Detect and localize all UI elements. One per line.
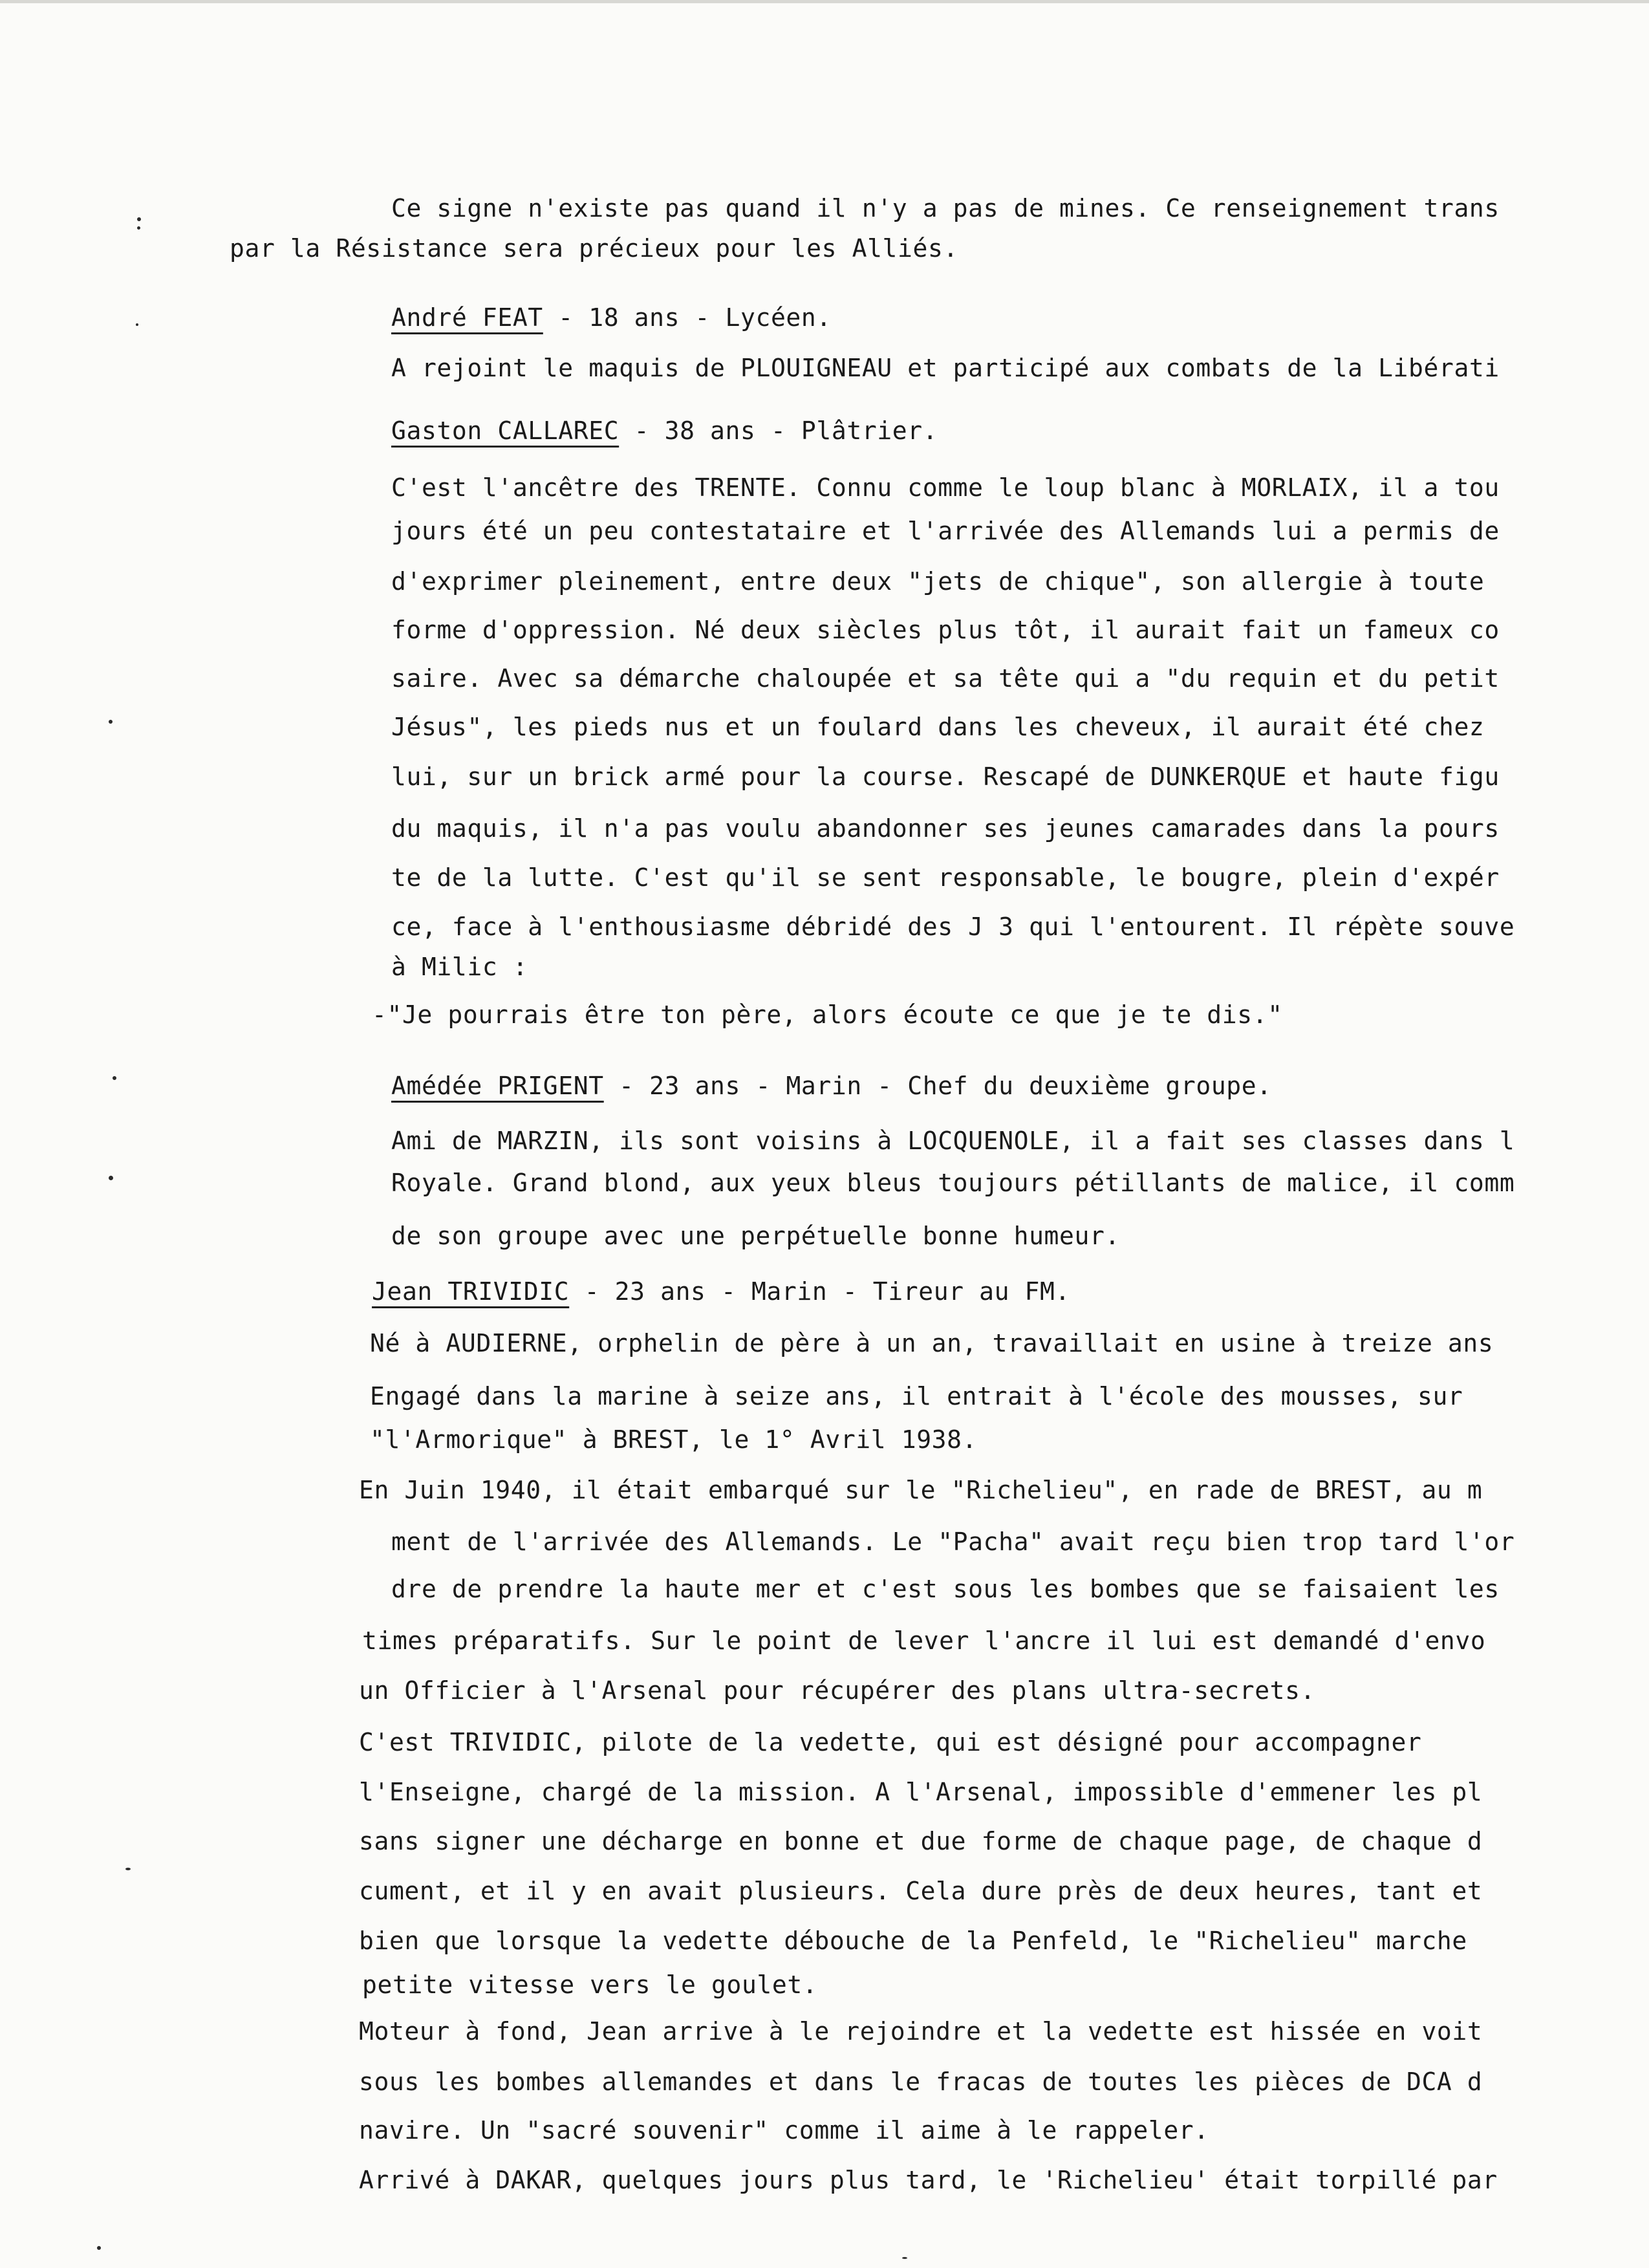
margin-speck — [136, 323, 138, 326]
person-details: - 23 ans - Marin - Chef du deuxième groupe. — [603, 1072, 1272, 1100]
text-line: Arrivé à DAKAR, quelques jours plus tard, le 'Richelieu' était torpillé par — [359, 2166, 1498, 2194]
text-line: petite vitesse vers le goulet. — [362, 1971, 818, 1999]
person-heading — [391, 1074, 1272, 1098]
margin-speck — [137, 217, 141, 221]
text-line: ce, face à l'enthousiasme débridé des J 3 qui l'entourent. Il répète souve — [391, 913, 1515, 941]
text-line: C'est TRIVIDIC, pilote de la vedette, qui est désigné pour accompagner — [359, 1728, 1422, 1756]
text-line: Moteur à fond, Jean arrive à le rejoindre et la vedette est hissée en voit — [359, 2017, 1483, 2046]
margin-speck — [109, 1176, 113, 1180]
margin-speck — [109, 720, 113, 724]
text-line: jours été un peu contestataire et l'arrivée des Allemands lui a permis de — [391, 517, 1500, 545]
person-name: Gaston CALLAREC — [391, 416, 620, 445]
text-line: Engagé dans la marine à seize ans, il entrait à l'école des mousses, sur — [370, 1382, 1463, 1410]
text-line: sans signer une décharge en bonne et due forme de chaque page, de chaque d — [359, 1827, 1483, 1855]
person-name: Jean TRIVIDIC — [372, 1277, 570, 1306]
person-name: Amédée PRIGENT — [391, 1072, 604, 1100]
margin-speck — [113, 1076, 116, 1080]
text-line: -"Je pourrais être ton père, alors écoute ce que je te dis." — [372, 1000, 1283, 1029]
page-top-edge — [0, 0, 1649, 3]
text-line: forme d'oppression. Né deux siècles plus tôt, il aurait fait un fameux co — [391, 616, 1500, 644]
text-line: à Milic : — [391, 953, 528, 981]
text-line: Né à AUDIERNE, orphelin de père à un an, travaillait en usine à treize ans — [370, 1329, 1494, 1357]
person-name: André FEAT — [391, 303, 543, 332]
person-details: - 23 ans - Marin - Tireur au FM. — [569, 1277, 1070, 1306]
text-line: navire. Un "sacré souvenir" comme il aime à le rappeler. — [359, 2116, 1209, 2144]
text-line: C'est l'ancêtre des TRENTE. Connu comme le loup blanc à MORLAIX, il a tou — [391, 473, 1500, 502]
text-line: Ami de MARZIN, ils sont voisins à LOCQUENOLE, il a fait ses classes dans l — [391, 1127, 1515, 1155]
text-line: saire. Avec sa démarche chaloupée et sa tête qui a "du requin et du petit — [391, 664, 1500, 693]
margin-speck — [125, 1868, 131, 1870]
text-line: ment de l'arrivée des Allemands. Le "Pacha" avait reçu bien trop tard l'or — [391, 1528, 1515, 1556]
text-line: bien que lorsque la vedette débouche de la Penfeld, le "Richelieu" marche — [359, 1927, 1467, 1955]
text-line: de son groupe avec une perpétuelle bonne humeur. — [391, 1222, 1120, 1250]
bottom-speck — [902, 2257, 907, 2259]
text-line: Jésus", les pieds nus et un foulard dans les cheveux, il aurait été chez — [391, 713, 1485, 741]
text-line: d'exprimer pleinement, entre deux "jets de chique", son allergie à toute — [391, 567, 1485, 596]
margin-speck — [137, 226, 140, 230]
text-line: dre de prendre la haute mer et c'est sous les bombes que se faisaient les — [391, 1575, 1500, 1603]
text-line: A rejoint le maquis de PLOUIGNEAU et participé aux combats de la Libérati — [391, 354, 1500, 382]
text-line: cument, et il y en avait plusieurs. Cela dure près de deux heures, tant et — [359, 1877, 1483, 1905]
text-line: En Juin 1940, il était embarqué sur le "Richelieu", en rade de BREST, au m — [359, 1476, 1483, 1504]
text-line: Ce signe n'existe pas quand il n'y a pas de mines. Ce renseignement trans — [391, 194, 1500, 222]
person-details: - 18 ans - Lycéen. — [543, 303, 832, 332]
text-line: par la Résistance sera précieux pour les Alliés. — [230, 234, 958, 263]
text-line: lui, sur un brick armé pour la course. Rescapé de DUNKERQUE et haute figu — [391, 762, 1500, 791]
person-heading — [391, 305, 832, 330]
text-line: Royale. Grand blond, aux yeux bleus toujours pétillants de malice, il comm — [391, 1169, 1515, 1197]
text-line: "l'Armorique" à BREST, le 1° Avril 1938. — [370, 1425, 978, 1454]
person-details: - 38 ans - Plâtrier. — [619, 416, 938, 445]
text-line: sous les bombes allemandes et dans le fracas de toutes les pièces de DCA d — [359, 2068, 1483, 2096]
text-line: un Officier à l'Arsenal pour récupérer des plans ultra-secrets. — [359, 1676, 1316, 1705]
margin-speck — [97, 2246, 101, 2250]
text-line: times préparatifs. Sur le point de lever l'ancre il lui est demandé d'envo — [362, 1626, 1486, 1655]
text-line: du maquis, il n'a pas voulu abandonner ses jeunes camarades dans la pours — [391, 814, 1500, 843]
text-line: l'Enseigne, chargé de la mission. A l'Arsenal, impossible d'emmener les pl — [359, 1778, 1483, 1806]
text-line: te de la lutte. C'est qu'il se sent responsable, le bougre, plein d'expér — [391, 863, 1500, 892]
person-heading — [391, 418, 938, 443]
person-heading — [372, 1279, 1070, 1304]
